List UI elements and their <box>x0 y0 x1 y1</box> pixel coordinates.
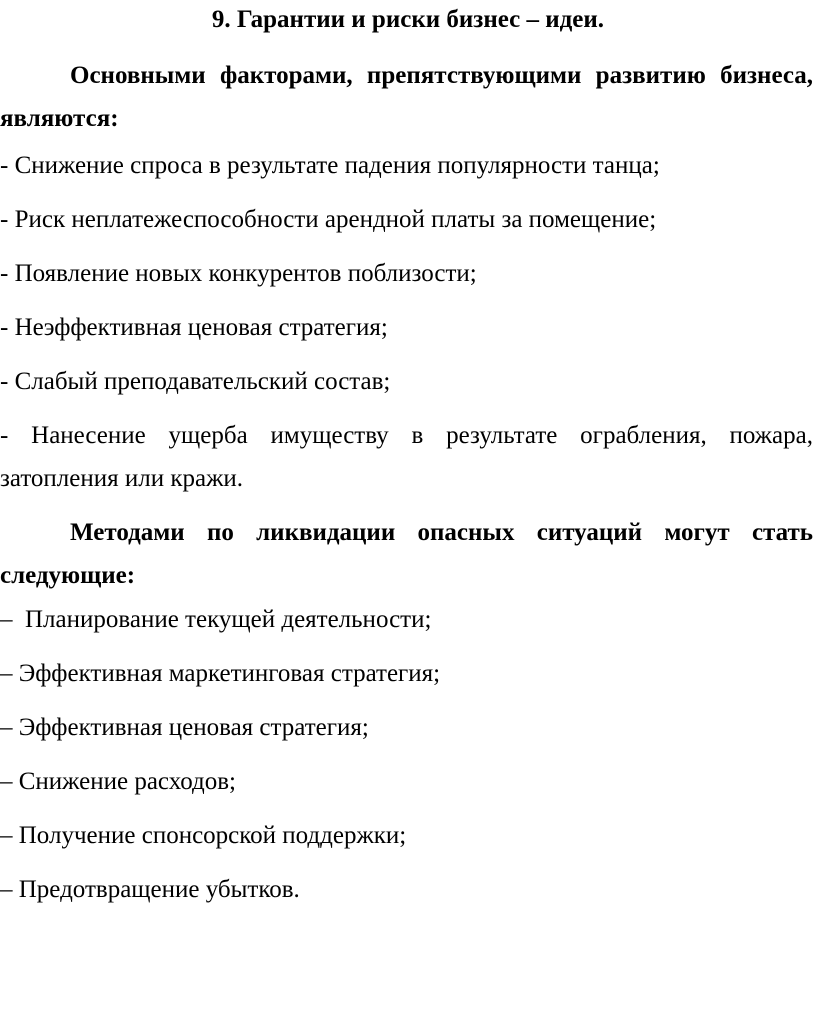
method-item: – Эффективная маркетинговая стратегия; <box>0 660 441 687</box>
risk-item: - Нанесение ущерба имуществу в результате ограбления, пожара, затопления или кражи. <box>0 422 813 492</box>
risk-item: - Снижение спроса в результате падения популярности танца; <box>0 152 660 179</box>
risk-item: - Слабый преподавательский состав; <box>0 368 391 395</box>
factors-heading: Основными факторами, препятствующими развитию бизнеса, являются: <box>0 62 813 132</box>
method-item: – Предотвращение убытков. <box>0 876 300 903</box>
methods-heading: Методами по ликвидации опасных ситуаций могут стать следующие: <box>0 519 813 589</box>
method-item: – Получение спонсорской поддержки; <box>0 822 407 849</box>
page-title: 9. Гарантии и риски бизнес – идеи. <box>211 6 605 33</box>
risk-item: - Риск неплатежеспособности арендной платы за помещение; <box>0 206 657 233</box>
method-item: – Планирование текущей деятельности; <box>0 606 432 633</box>
risk-item: - Появление новых конкурентов поблизости; <box>0 260 477 287</box>
method-item: – Эффективная ценовая стратегия; <box>0 714 369 741</box>
method-item: – Снижение расходов; <box>0 768 236 795</box>
risk-item: - Неэффективная ценовая стратегия; <box>0 314 388 341</box>
